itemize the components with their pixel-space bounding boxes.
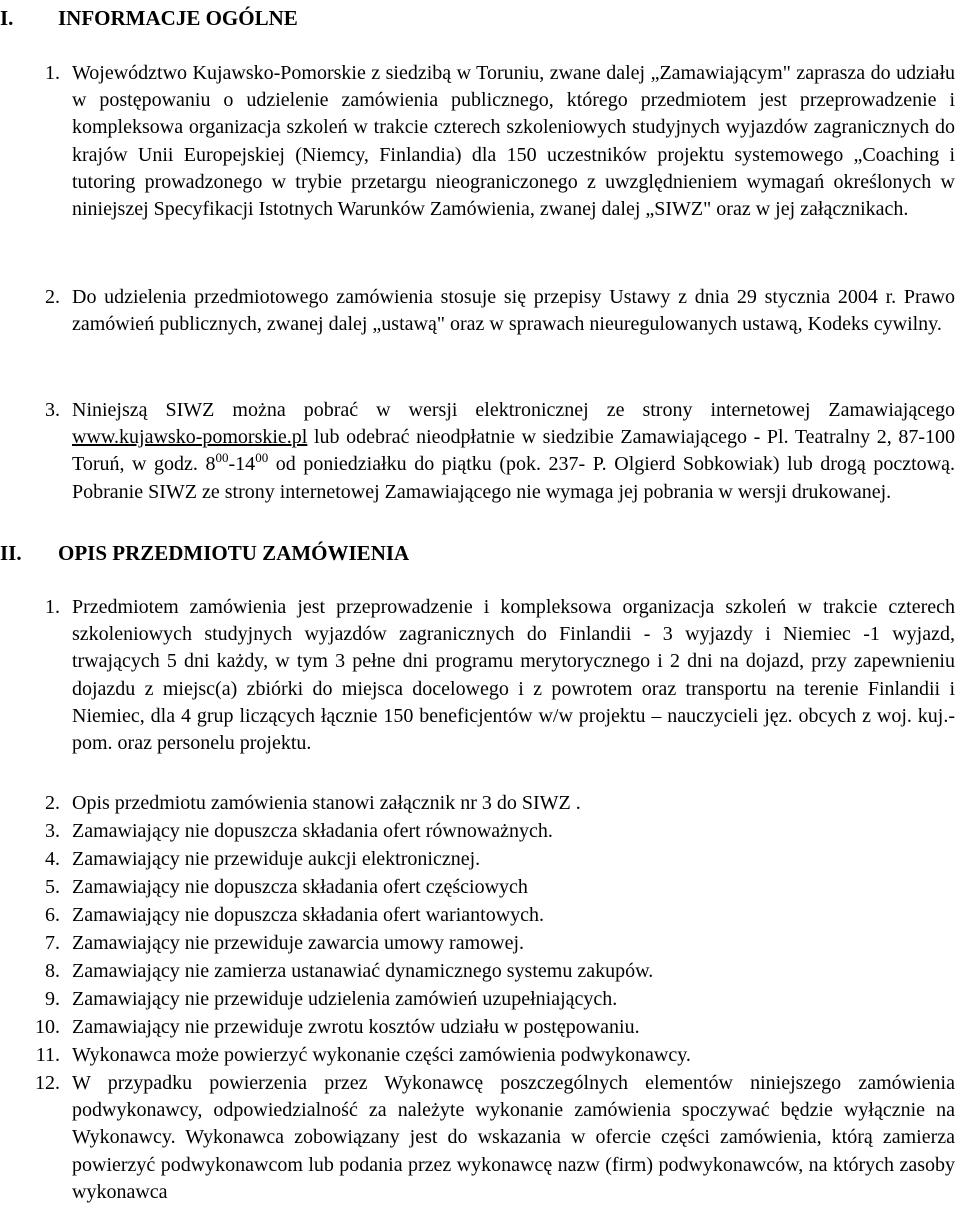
- item-text: Zamawiający nie dopuszcza składania ofert wariantowych.: [72, 904, 545, 926]
- section-title: INFORMACJE OGÓLNE: [58, 6, 298, 30]
- item-number: 6.: [45, 904, 60, 926]
- item-text: Zamawiający nie przewiduje zawarcia umowy ramowej.: [72, 932, 525, 954]
- item-text: [72, 397, 955, 506]
- list-item: [45, 818, 955, 845]
- list-item: [35, 1014, 955, 1041]
- list-item: [45, 60, 955, 223]
- hour-end-minutes: 00: [255, 450, 269, 466]
- item-number: 11.: [35, 1044, 60, 1066]
- item-number: 4.: [45, 848, 60, 870]
- item-number: 3.: [45, 399, 60, 421]
- item-number: 5.: [45, 876, 60, 898]
- item-text: Zamawiający nie zamierza ustanawiać dynamicznego systemu zakupów.: [72, 960, 654, 982]
- item-text: Zamawiający nie przewiduje udzielenia zamówień uzupełniających.: [72, 988, 618, 1010]
- item-text: Wykonawca może powierzyć wykonanie części zamówienia podwykonawcy.: [72, 1044, 691, 1066]
- list-item: [45, 594, 955, 757]
- item-text: Zamawiający nie dopuszcza składania ofert równoważnych.: [72, 820, 553, 842]
- item-text: Zamawiający nie przewiduje zwrotu kosztów udziału w postępowaniu.: [72, 1016, 640, 1038]
- list-item: [45, 790, 955, 817]
- website-link[interactable]: www.kujawsko-pomorskie.pl: [72, 426, 308, 449]
- item-text: Województwo Kujawsko-Pomorskie z siedzibą w Toruniu, zwane dalej „Zamawiającym" zaprasza do udziału w postępowaniu o udzielenie zamówienia publicznego, którego przedmiotem jest przeprowadzenie i kompleksowa organizacja szkoleń w trakcie czterech szkoleniowych studyjnych wyjazdów zagranicznych do krajów Unii Europejskiej (Niemcy, Finlandia) dla 150 uczestników projektu systemowego „Coaching i tutoring prowadzonego w trybie przetargu nieograniczonego z uwzględnieniem wymagań określonych w niniejszej Specyfikacji Istotnych Warunków Zamówienia, zwanej dalej „SIWZ" oraz w jej załącznikach.: [72, 62, 955, 221]
- item-text-part: lub odebrać nieodpłatnie w siedzibie Zamawiającego - Pl. Teatralny 2, 87-100 Toruń, w godz.: [72, 426, 955, 476]
- item-text-part: od poniedziałku do piątku (pok. 237- P. Olgierd Sobkowiak) lub drogą pocztową. Pobranie SIWZ ze strony internetowej Zamawiającego nie wymaga jej pobrania w wersji drukowanej.: [72, 453, 955, 503]
- list-item: [45, 397, 955, 506]
- item-number: 2.: [45, 286, 60, 308]
- item-number: 10.: [35, 1016, 60, 1038]
- item-text: W przypadku powierzenia przez Wykonawcę poszczególnych elementów niniejszego zamówienia podwykonawcy, odpowiedzialność za należyte wykonanie zamówienia spoczywać będzie wyłącznie na Wykonawcy. Wykonawca zobowiązany jest do wskazania w ofercie części zamówienia, którą zamierza powierzyć podwykonawcom lub podania przez wykonawcę nazw (firm) podwykonawców, na których zasoby wykonawca: [72, 1072, 955, 1203]
- item-number: 3.: [45, 820, 60, 842]
- item-text: Do udzielenia przedmiotowego zamówienia stosuje się przepisy Ustawy z dnia 29 stycznia 2004 r. Prawo zamówień publicznych, zwanej dalej „ustawą" oraz w sprawach nieuregulowanych ustawą, Kodeks cywilny.: [72, 286, 955, 336]
- hour-start: 8: [205, 453, 216, 476]
- hour-start-minutes: 00: [215, 450, 229, 466]
- item-number: 9.: [45, 988, 60, 1010]
- item-number: 7.: [45, 932, 60, 954]
- list-item: [45, 846, 955, 873]
- list-item: [45, 986, 955, 1013]
- list-item: [45, 958, 955, 985]
- item-text-part: Niniejszą SIWZ można pobrać w wersji elektronicznej ze strony internetowej Zamawiającego: [72, 399, 955, 421]
- list-item: [35, 1070, 955, 1206]
- section-number: I.: [0, 6, 14, 30]
- item-number: 8.: [45, 960, 60, 982]
- list-item: [45, 902, 955, 929]
- hour-end: -14: [228, 453, 256, 476]
- section-number: II.: [0, 541, 22, 565]
- item-text: Zamawiający nie dopuszcza składania ofert częściowych: [72, 876, 528, 898]
- list-item: [45, 284, 955, 338]
- section-title: OPIS PRZEDMIOTU ZAMÓWIENIA: [58, 541, 410, 565]
- item-number: 12.: [35, 1072, 60, 1094]
- item-number: 2.: [45, 792, 60, 814]
- item-number: 1.: [45, 62, 60, 84]
- item-text: Przedmiotem zamówienia jest przeprowadzenie i kompleksowa organizacja szkoleń w trakcie czterech szkoleniowych studyjnych wyjazdów zagranicznych do Finlandii - 3 wyjazdy i Niemiec -1 wyjazd, trwających 5 dni każdy, w tym 3 pełne dni programu merytorycznego i 2 dni na dojazd, przy zapewnieniu dojazdu z miejsc(a) zbiórki do miejsca docelowego i z powrotem oraz transportu na terenie Finlandii i Niemiec, dla 4 grup liczących łącznie 150 beneficjentów w/w projektu – nauczycieli jęz. obcych z woj. kuj.-pom. oraz personelu projektu.: [72, 596, 955, 755]
- list-item: [45, 874, 955, 901]
- item-text: Opis przedmiotu zamówienia stanowi załącznik nr 3 do SIWZ .: [72, 792, 581, 814]
- list-item: [35, 1042, 955, 1069]
- item-number: 1.: [45, 596, 60, 618]
- item-text: Zamawiający nie przewiduje aukcji elektronicznej.: [72, 848, 481, 870]
- list-item: [45, 930, 955, 957]
